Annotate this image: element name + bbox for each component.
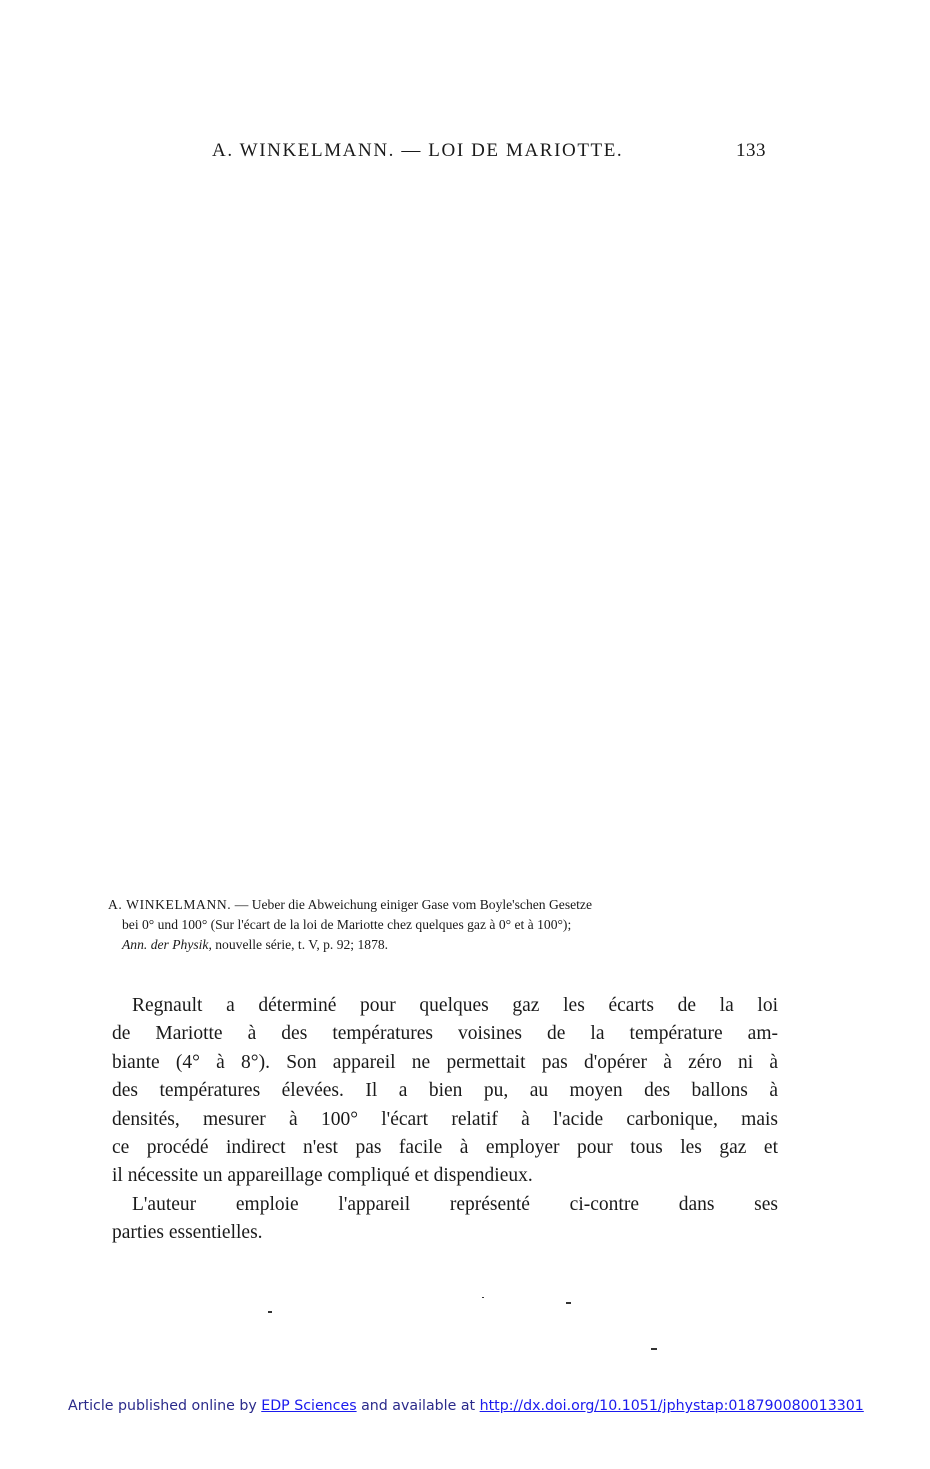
citation-line [108, 895, 778, 915]
running-header [212, 140, 766, 164]
citation-journal: Ann. der Physik, [122, 937, 212, 952]
doi-link[interactable]: http://dx.doi.org/10.1051/jphystap:018790080013301 [479, 1398, 864, 1414]
scan-speck [651, 1348, 657, 1350]
article-body [112, 992, 778, 1248]
body-line: des températures élevées. Il a bien pu, au moyen des ballons à [112, 1080, 778, 1102]
body-line: il nécessite un appareillage compliqué et dispendieux. [112, 1165, 533, 1187]
body-line: biante (4° à 8°). Son appareil ne permettait pas d'opérer à zéro ni à [112, 1051, 778, 1073]
running-title: A. WINKELMANN. — LOI DE MARIOTTE. [212, 140, 624, 161]
scan-speck [268, 1311, 272, 1313]
publication-footer [68, 1398, 868, 1414]
bibliographic-citation [108, 895, 778, 955]
citation-line [108, 935, 778, 955]
citation-details: nouvelle série, t. V, p. 92; 1878. [211, 937, 389, 952]
body-line: L'auteur emploie l'appareil représenté ci-contre dans ses [132, 1193, 778, 1215]
citation-title: — Ueber die Abweichung einiger Gase vom Boyle'schen Gesetze [231, 897, 592, 912]
body-line: ce procédé indirect n'est pas facile à employer pour tous les gaz et [112, 1136, 778, 1158]
edp-sciences-link[interactable]: EDP Sciences [261, 1398, 357, 1414]
citation-line: bei 0° und 100° (Sur l'écart de la loi de Mariotte chez quelques gaz à 0° et à 100°); [122, 917, 572, 932]
scan-speck [566, 1302, 571, 1304]
body-line: Regnault a déterminé pour quelques gaz les écarts de la loi [132, 995, 778, 1016]
body-line: parties essentielles. [112, 1222, 263, 1244]
page-number: 133 [736, 140, 766, 161]
footer-middle: and available at [356, 1398, 480, 1414]
body-line: densités, mesurer à 100° l'écart relatif à l'acide carbonique, mais [112, 1108, 778, 1130]
footer-prefix: Article published online by [68, 1398, 262, 1414]
scan-speck [482, 1297, 484, 1298]
body-line: de Mariotte à des températures voisines de la température am- [112, 1023, 778, 1045]
citation-author: A. WINKELMANN. [108, 897, 232, 912]
